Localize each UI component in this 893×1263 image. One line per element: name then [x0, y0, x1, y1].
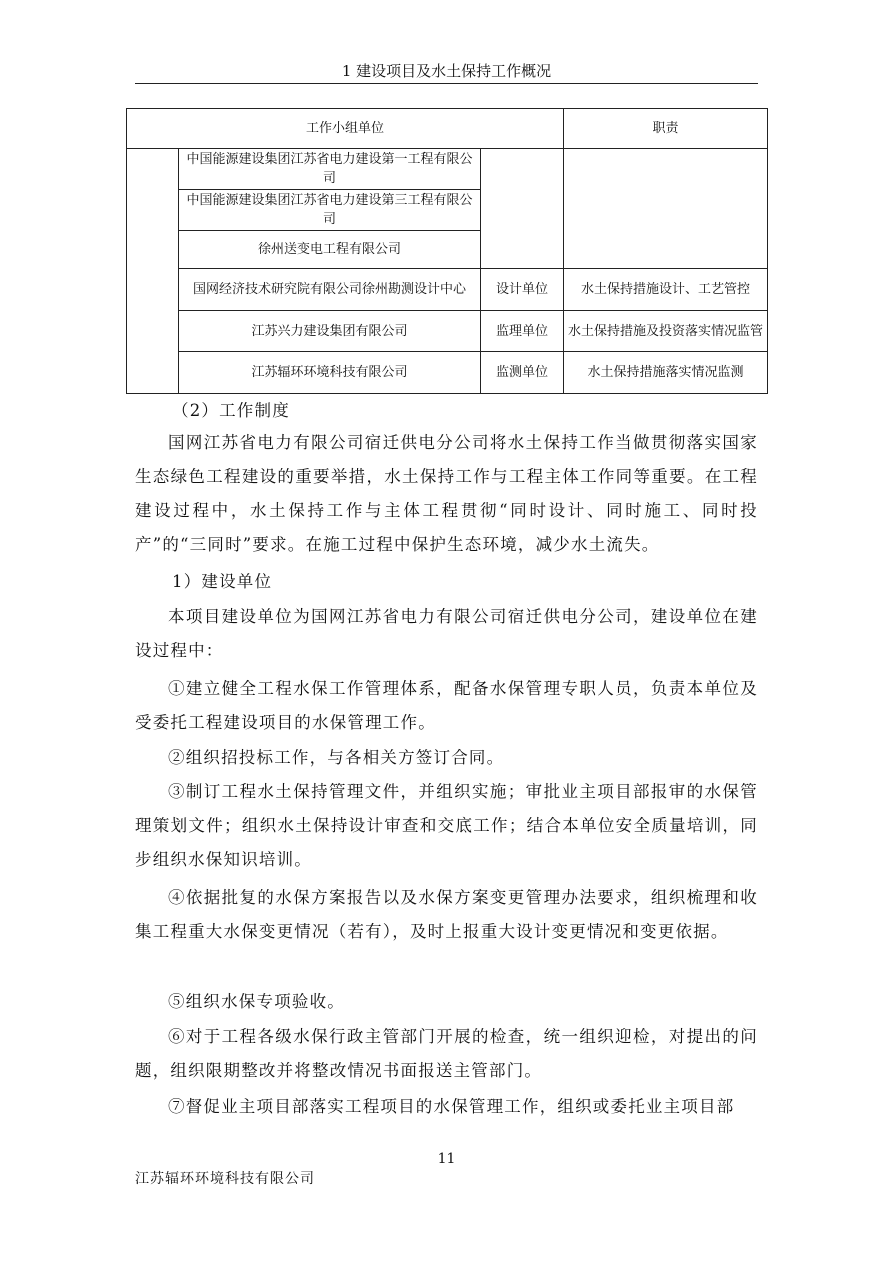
- table-row: [127, 311, 768, 352]
- table-unit-cell: 中国能源建设集团江苏省电力建设第三工程有限公司: [179, 190, 481, 231]
- table-duty-cell: 水土保持措施及投资落实情况监管: [564, 311, 768, 352]
- table-group-cell: [127, 149, 179, 394]
- table-row: [127, 269, 768, 311]
- list-item-6: ⑥对于工程各级水保行政主管部门开展的检查，统一组织迎检，对提出的问题，组织限期整改并将整改情况书面报送主管部门。: [135, 1027, 758, 1080]
- table-role-cell: 监测单位: [481, 352, 564, 394]
- table-role-cell: 监理单位: [481, 311, 564, 352]
- table-row: [127, 149, 768, 190]
- list-item-7: ⑦督促业主项目部落实工程项目的水保管理工作，组织或委托业主项目部: [168, 1097, 735, 1116]
- section-heading: （2）工作制度: [172, 401, 290, 420]
- subintro-paragraph: 本项目建设单位为国网江苏省电力有限公司宿迁供电分公司，建设单位在建设过程中：: [135, 607, 758, 660]
- table-row: [127, 352, 768, 394]
- table-duty-cell: [564, 149, 768, 269]
- table-header-row: [127, 109, 768, 149]
- table-unit-cell: 国网经济技术研究院有限公司徐州勘测设计中心: [179, 269, 481, 311]
- list-item-2: ②组织招投标工作，与各相关方签订合同。: [168, 748, 505, 767]
- intro-paragraph: 国网江苏省电力有限公司宿迁供电分公司将水土保持工作当做贯彻落实国家生态绿色工程建设的重要举措，水土保持工作与工程主体工作同等重要。在工程建设过程中，水土保持工作与主体工程贯彻“同时设计、同时施工、同时投产”的“三同时”要求。在施工过程中保护生态环境，减少水土流失。: [135, 433, 758, 554]
- subheading-construction-unit: 1）建设单位: [172, 572, 273, 591]
- page-number: 11: [437, 1151, 456, 1167]
- footer-company: 江苏辐环环境科技有限公司: [135, 1171, 315, 1187]
- table-unit-cell: 徐州送变电工程有限公司: [179, 231, 481, 269]
- table-unit-cell: 江苏辐环环境科技有限公司: [179, 352, 481, 394]
- list-item-5: ⑤组织水保专项验收。: [168, 992, 345, 1011]
- table-role-cell: 设计单位: [481, 269, 564, 311]
- table-header-units: 工作小组单位: [127, 109, 564, 149]
- table-duty-cell: 水土保持措施设计、工艺管控: [564, 269, 768, 311]
- page-header-title: 1 建设项目及水土保持工作概况: [341, 62, 552, 80]
- table-role-cell: [481, 149, 564, 269]
- header-divider: [135, 83, 758, 84]
- work-group-table: [126, 108, 768, 394]
- list-item-4: ④依据批复的水保方案报告以及水保方案变更管理办法要求，组织梳理和收集工程重大水保变更情况（若有），及时上报重大设计变更情况和变更依据。: [135, 888, 758, 941]
- table-unit-cell: 江苏兴力建设集团有限公司: [179, 311, 481, 352]
- list-item-3: ③制订工程水土保持管理文件，并组织实施；审批业主项目部报审的水保管理策划文件；组织水土保持设计审查和交底工作；结合本单位安全质量培训，同步组织水保知识培训。: [135, 782, 758, 869]
- table-unit-cell: 中国能源建设集团江苏省电力建设第一工程有限公司: [179, 149, 481, 190]
- list-item-1: ①建立健全工程水保工作管理体系，配备水保管理专职人员，负责本单位及受委托工程建设项目的水保管理工作。: [135, 679, 758, 732]
- table-header-duty: 职责: [564, 109, 768, 149]
- table-duty-cell: 水土保持措施落实情况监测: [564, 352, 768, 394]
